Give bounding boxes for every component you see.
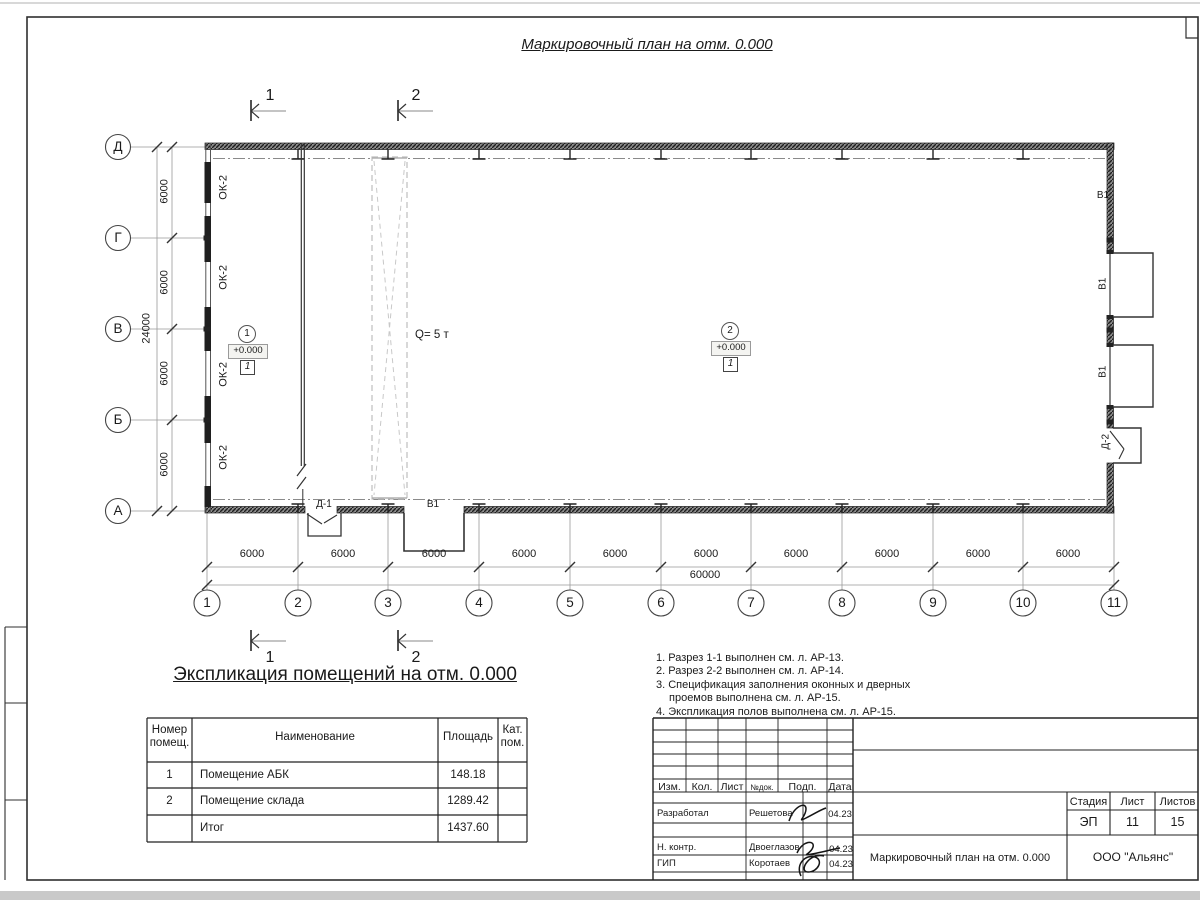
gate-label: В1 (1097, 365, 1109, 378)
room-number-badge: 1 (244, 328, 250, 339)
col-axis-label: 5 (566, 595, 574, 610)
crane-symbol (372, 157, 407, 499)
col-axis-label: 1 (203, 595, 211, 610)
explication-cell-num: 2 (166, 795, 173, 807)
stamp-name: Двоеглазов (749, 842, 800, 853)
stamp-role: Н. контр. (657, 842, 697, 853)
room-elevation-tag: +0.000 (228, 344, 268, 359)
stamp-doc-title: Маркировочный план на отм. 0.000 (869, 852, 1051, 864)
window-label: ОК-2 (217, 264, 230, 290)
section-mark-2-bottom: 2 (411, 649, 421, 666)
room-floor-tag: 1 (240, 360, 255, 375)
crane-capacity-label: Q= 5 т (415, 329, 449, 341)
door-2-label: Д-2 (1100, 433, 1112, 450)
explication-cell-name: Помещение АБК (200, 769, 289, 781)
dim-bay-label: 6000 (239, 548, 265, 560)
stamp-header-kol: Кол. (691, 781, 713, 793)
row-axis-label: Д (113, 139, 123, 154)
explication-cell-area: 1437.60 (447, 822, 489, 834)
frame-corner-cell (1186, 17, 1198, 38)
partition-wall (297, 143, 306, 507)
stamp-organization: ООО "Альянс" (1092, 850, 1174, 864)
dim-bay-label: 6000 (783, 548, 809, 560)
stamp-date: 04.23 (829, 859, 853, 870)
stamp-sheets-label: Листов (1159, 796, 1196, 808)
col-axis-label: 10 (1015, 595, 1031, 610)
stamp-header-podp: Подп. (788, 781, 817, 793)
wall-top (205, 143, 1114, 150)
dim-bay-label: 6000 (1055, 548, 1081, 560)
col-axis-label: 6 (657, 595, 665, 610)
explication-cell-name: Помещение склада (200, 795, 305, 807)
explication-col-header: Кат. (502, 724, 523, 736)
section-mark-1-bottom: 1 (265, 649, 275, 666)
col-axis-label: 3 (384, 595, 392, 610)
stamp-sheet-label: Лист (1120, 796, 1145, 808)
wall-axis-markers (204, 236, 1114, 425)
signature-1 (789, 805, 826, 821)
explication-cell-area: 148.18 (450, 769, 486, 781)
dim-total-width-label: 60000 (689, 569, 721, 581)
stamp-name: Коротаев (749, 858, 791, 869)
dim-bay-label: 6000 (158, 179, 171, 204)
dim-bay-label: 6000 (421, 548, 447, 560)
dim-bay-label: 6000 (874, 548, 900, 560)
dim-bay-label: 6000 (330, 548, 356, 560)
stamp-header-izm: Изм. (658, 781, 681, 793)
row-axis-label: В (113, 321, 123, 336)
stamp-date: 04.23 (829, 844, 853, 855)
gate-label: В1 (1096, 190, 1110, 201)
explication-heading: Экспликация помещений на отм. 0.000 (173, 664, 517, 685)
note-line: 1. Разрез 1-1 выполнен см. л. АР-13. (656, 652, 844, 664)
dim-bay-label: 6000 (693, 548, 719, 560)
frame-left-strip (5, 627, 27, 880)
dim-bay-label: 6000 (158, 361, 171, 386)
note-line: 3. Спецификация заполнения оконных и дверных (656, 678, 911, 691)
stamp-name: Решетова (749, 808, 793, 819)
dim-bay-label: 6000 (511, 548, 537, 560)
note-line: 4. Экспликация полов выполнена см. л. АР-15. (656, 705, 896, 718)
door-d1 (307, 513, 341, 536)
explication-col-header: помещ. (149, 737, 190, 749)
right-docks (1110, 253, 1153, 463)
section-mark-2-top: 2 (411, 87, 421, 104)
explication-col-header: Площадь (442, 731, 494, 743)
gate-v1-ramp (404, 513, 464, 551)
gate-label: В1 (426, 499, 440, 510)
col-axis-label: 8 (838, 595, 846, 610)
door-1-label: Д-1 (316, 499, 332, 510)
explication-col-header: Номер (151, 724, 188, 736)
room-number-badge: 2 (727, 325, 733, 336)
notes (656, 652, 910, 719)
stamp-header-data: Дата (828, 781, 852, 793)
page-title: Маркировочный план на отм. 0.000 (521, 36, 773, 53)
explication-col-header: Наименование (275, 731, 355, 743)
dim-bay-label: 6000 (965, 548, 991, 560)
explication-cell-num: 1 (166, 769, 173, 781)
dim-bay-label: 6000 (158, 452, 171, 477)
stamp-stage-value: ЭП (1079, 815, 1098, 829)
gate-label: В1 (1097, 277, 1109, 290)
stamp-sheets-value: 15 (1170, 815, 1185, 829)
stamp-header-list: Лист (720, 781, 744, 793)
row-axis-label: А (113, 503, 123, 518)
crane-axis-lines (213, 159, 1105, 500)
section-marks-bottom (251, 630, 433, 651)
stamp-role: Разработал (657, 808, 709, 819)
col-axis-label: 2 (294, 595, 302, 610)
wall-bottom (205, 507, 1114, 514)
stamp-stage-label: Стадия (1069, 796, 1108, 808)
room-elevation-tag: +0.000 (711, 341, 751, 356)
room-floor-tag: 1 (723, 357, 738, 372)
dim-bay-label: 6000 (602, 548, 628, 560)
explication-cell-area: 1289.42 (447, 795, 489, 807)
sheet-bottom-edge (0, 891, 1200, 900)
section-mark-1-top: 1 (265, 87, 275, 104)
col-axis-label: 4 (475, 595, 483, 610)
stamp-role: ГИП (657, 858, 676, 869)
row-axis-label: Г (114, 230, 122, 245)
window-label: ОК-2 (217, 361, 230, 387)
stamp-date: 04.23 (828, 809, 852, 820)
stamp-sheet-value: 11 (1126, 815, 1139, 829)
bottom-dim-ticks (202, 562, 1119, 590)
axis-circles (106, 135, 1128, 617)
col-axis-label: 9 (929, 595, 937, 610)
note-line: проемов выполнена см. л. АР-15. (669, 692, 841, 705)
explication-col-header: пом. (500, 737, 525, 749)
note-line: 2. Разрез 2-2 выполнен см. л. АР-14. (656, 665, 844, 678)
window-label: ОК-2 (217, 444, 230, 470)
dim-total-height-label: 24000 (140, 313, 153, 344)
row-axis-label: Б (113, 412, 123, 427)
dim-bay-label: 6000 (158, 270, 171, 295)
stamp-header-ndok: №док. (750, 783, 774, 792)
explication-cell-name: Итог (200, 822, 224, 834)
window-label: ОК-2 (217, 174, 230, 200)
col-axis-label: 7 (747, 595, 755, 610)
col-axis-label: 11 (1106, 595, 1121, 610)
